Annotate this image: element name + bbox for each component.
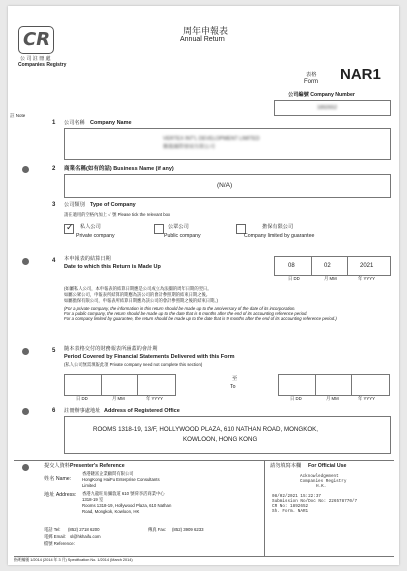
presenter-email: sl@hkhaifu.com [70, 534, 101, 539]
section-3-number: 3 [52, 202, 56, 208]
presenter-address-zh-2: 1318-19 室 [82, 497, 104, 502]
official-stamp [272, 474, 357, 514]
period-to-year-label: 年 YYYY [358, 396, 375, 401]
private-company-zh: 私人公司 [80, 224, 101, 230]
presenter-reference-label: 檔號 Reference: [44, 541, 75, 546]
official-line-3: H.K. [316, 484, 327, 489]
official-line-5: 08/02/2021 15:22:37 [272, 494, 321, 499]
period-to-zh: 至 [232, 376, 238, 382]
official-title-en: For Official Use [308, 463, 347, 469]
private-company-en: Private company [76, 233, 115, 239]
section-4-label-zh: 本申報表的結算日期 [64, 256, 111, 262]
made-up-day-label: 日 DD [288, 276, 300, 281]
company-name-box [64, 128, 391, 160]
presenter-address-zh-1: 香港九龍旺角彌敦道 610 號荷李活商業中心 [82, 491, 165, 496]
section-5-label-en: Period Covered by Financial Statements Delivered with this Form [64, 354, 235, 360]
note-label: 註 Note [10, 113, 26, 118]
presenter-address-label: 地址 Address: [44, 492, 77, 498]
made-up-year[interactable]: 2021 [360, 263, 374, 269]
public-company-zh: 公眾公司 [168, 224, 189, 230]
form-label-en: Form [304, 79, 318, 85]
section-4-note-en [64, 306, 386, 321]
form-page [8, 6, 399, 565]
form-title-zh: 周年申報表 [183, 26, 229, 36]
footer-bottom-rule [14, 556, 394, 557]
section-4-note-zh-1: (如屬私人公司，本申報表的結算日期應是公司成立為法團的周年日期的翌日。 [64, 286, 212, 291]
presenter-name-en-2: Limited [82, 483, 96, 488]
presenter-email-label: 電郵 Email: [44, 534, 66, 539]
company-number-value: 1892652 [317, 105, 338, 111]
guarantee-company-en: Company limited by guarantee [244, 233, 315, 239]
made-up-month[interactable]: 02 [324, 263, 331, 269]
section-6-number: 6 [52, 408, 56, 414]
cr-logo [18, 26, 54, 54]
section-4-note-en-3: For a company limited by guarantee, the return should be made up to the date that is 9 months after the end of its accounting reference period.) [64, 316, 337, 321]
public-company-en: Public company [164, 233, 201, 239]
section-5-number: 5 [52, 348, 56, 354]
to-divider-1 [315, 375, 316, 395]
presenter-address-en-2: Road, Mongkok, Kowloon, HK [82, 509, 140, 514]
section-3-label-en: Type of Company [90, 202, 136, 208]
registered-office-line-1: ROOMS 1318-19, 13/F, HOLLYWOOD PLAZA, 610 NATHAN ROAD, MONGKOK, [93, 426, 318, 433]
registered-office-box [64, 416, 391, 454]
section-1-number: 1 [52, 120, 56, 126]
presenter-fax: (852) 3909 6233 [172, 527, 204, 532]
period-from-box[interactable] [64, 374, 176, 396]
period-from-year-label: 年 YYYY [146, 396, 163, 401]
business-name-value: (N/A) [217, 182, 233, 189]
footer-top-rule [14, 460, 394, 461]
date-divider-2 [347, 257, 348, 275]
period-to-en: To [230, 384, 236, 390]
presenter-title-en: Presenter's Reference [70, 463, 125, 469]
to-divider-2 [351, 375, 352, 395]
section-5-sub: (私人公司無需填報此項 Private company need not complete this section) [64, 362, 203, 367]
section-3-label-zh: 公司類別 [64, 202, 85, 208]
section-4-label-en: Date to which this Return is Made Up [64, 264, 161, 270]
section-2-label: 商業名稱(如有的話) Business Name (if any) [64, 166, 174, 172]
section-2-number: 2 [52, 166, 56, 172]
company-number-label: 公司編號 Company Number [288, 92, 355, 98]
made-up-date-box [274, 256, 391, 276]
period-to-box[interactable] [278, 374, 390, 396]
guarantee-company-zh: 擔保有限公司 [262, 224, 294, 230]
section-4-note-en-1: (For a private company, the information in this return should be made up to the anniversary of the date of its incorporation. [64, 306, 296, 311]
form-label-zh: 表格 [306, 72, 317, 78]
section-1-label-zh: 公司名稱 [64, 120, 85, 126]
official-line-7: CR No: 1892652 [272, 504, 309, 509]
period-from-month-label: 月 MM [112, 396, 125, 401]
company-number-box [274, 100, 391, 116]
presenter-bullet [22, 464, 29, 471]
presenter-fax-label: 傳真 Fax: [148, 527, 167, 532]
from-divider-2 [137, 375, 138, 395]
made-up-month-label: 月 MM [324, 276, 337, 281]
registry-name-en: Companies Registry [18, 62, 67, 68]
official-title-zh: 請勿填寫本欄 [270, 463, 302, 469]
presenter-tel-label: 電話 Tel: [44, 527, 61, 532]
from-divider-1 [101, 375, 102, 395]
company-name-zh: 騰龍國際發展有限公司 [163, 144, 215, 150]
section-4-number: 4 [52, 258, 56, 264]
official-line-6: Submission No/Doc No: 226578770/7 [272, 499, 358, 504]
section-6-label-en: Address of Registered Office [104, 408, 180, 414]
presenter-name-zh: 香港鏈富企業顧問有限公司 [82, 471, 134, 476]
section-5-label-zh: 隨本表格交付的財務報表所涵蓋的會計期 [64, 346, 158, 352]
presenter-name-label: 姓名 Name: [44, 476, 72, 482]
footer-mid-rule [264, 460, 265, 556]
made-up-year-label: 年 YYYY [358, 276, 375, 281]
presenter-name-en-1: HongKong HaiFu Enterprise Consultants [82, 477, 160, 482]
public-company-checkbox[interactable] [154, 224, 164, 234]
specification-footer: 指明編號 1/2014 (2014 年 3 月) Specification No. 1/2014 (March 2014) [14, 558, 133, 562]
presenter-title-zh: 提交人資料 [44, 463, 70, 469]
section-3-hint: 請在適用的空格內加上 ✓ 號 Please tick the relevant box [64, 212, 171, 217]
private-company-checkbox[interactable] [64, 224, 74, 234]
registry-name-zh: 公 司 註 冊 處 [20, 56, 51, 62]
period-to-month-label: 月 MM [326, 396, 339, 401]
made-up-day[interactable]: 08 [288, 263, 295, 269]
company-name-en: VERTEX INT'L DEVELOPMENT LIMITED [163, 136, 260, 142]
presenter-address-en-1: Rooms 1318-19, Hollywood Plaza, 610 Nathan [82, 503, 172, 508]
official-line-2: Companies Registry [300, 479, 347, 484]
section-4-bullet [22, 258, 29, 265]
check-mark-icon: ✓ [66, 222, 74, 232]
registered-office-line-2: KOWLOON, HONG KONG [183, 436, 258, 443]
date-divider-1 [311, 257, 312, 275]
section-5-bullet [22, 348, 29, 355]
section-6-bullet [22, 408, 29, 415]
section-1-label-en: Company Name [90, 120, 132, 126]
business-name-box [64, 174, 391, 198]
section-4-note-en-2: For a public company, the return should be made up to the date that is 6 months after the end of its accounting reference period. [64, 311, 308, 316]
official-line-8: Sh. Form. NAR1 [272, 509, 309, 514]
cr-logo-text: CR [23, 29, 51, 50]
period-from-day-label: 日 DD [76, 396, 88, 401]
section-4-note-zh-2: 如屬公眾公司，申報表所結算的期應為該公司的會計參照期的結束日期之後。 [64, 292, 211, 297]
section-4-note-zh-3: 如屬擔保有限公司，申報表所結算日期應為該公司的會計參照期之後的結束日期。) [64, 298, 218, 303]
official-line-1: Acknowledgement [300, 474, 339, 479]
form-code: NAR1 [340, 66, 381, 83]
form-title-en: Annual Return [180, 36, 225, 43]
section-6-label-zh: 註冊辦事處地址 [64, 408, 101, 414]
presenter-tel: (852) 2718 6200 [68, 527, 100, 532]
period-to-day-label: 日 DD [290, 396, 302, 401]
section-2-bullet [22, 166, 29, 173]
